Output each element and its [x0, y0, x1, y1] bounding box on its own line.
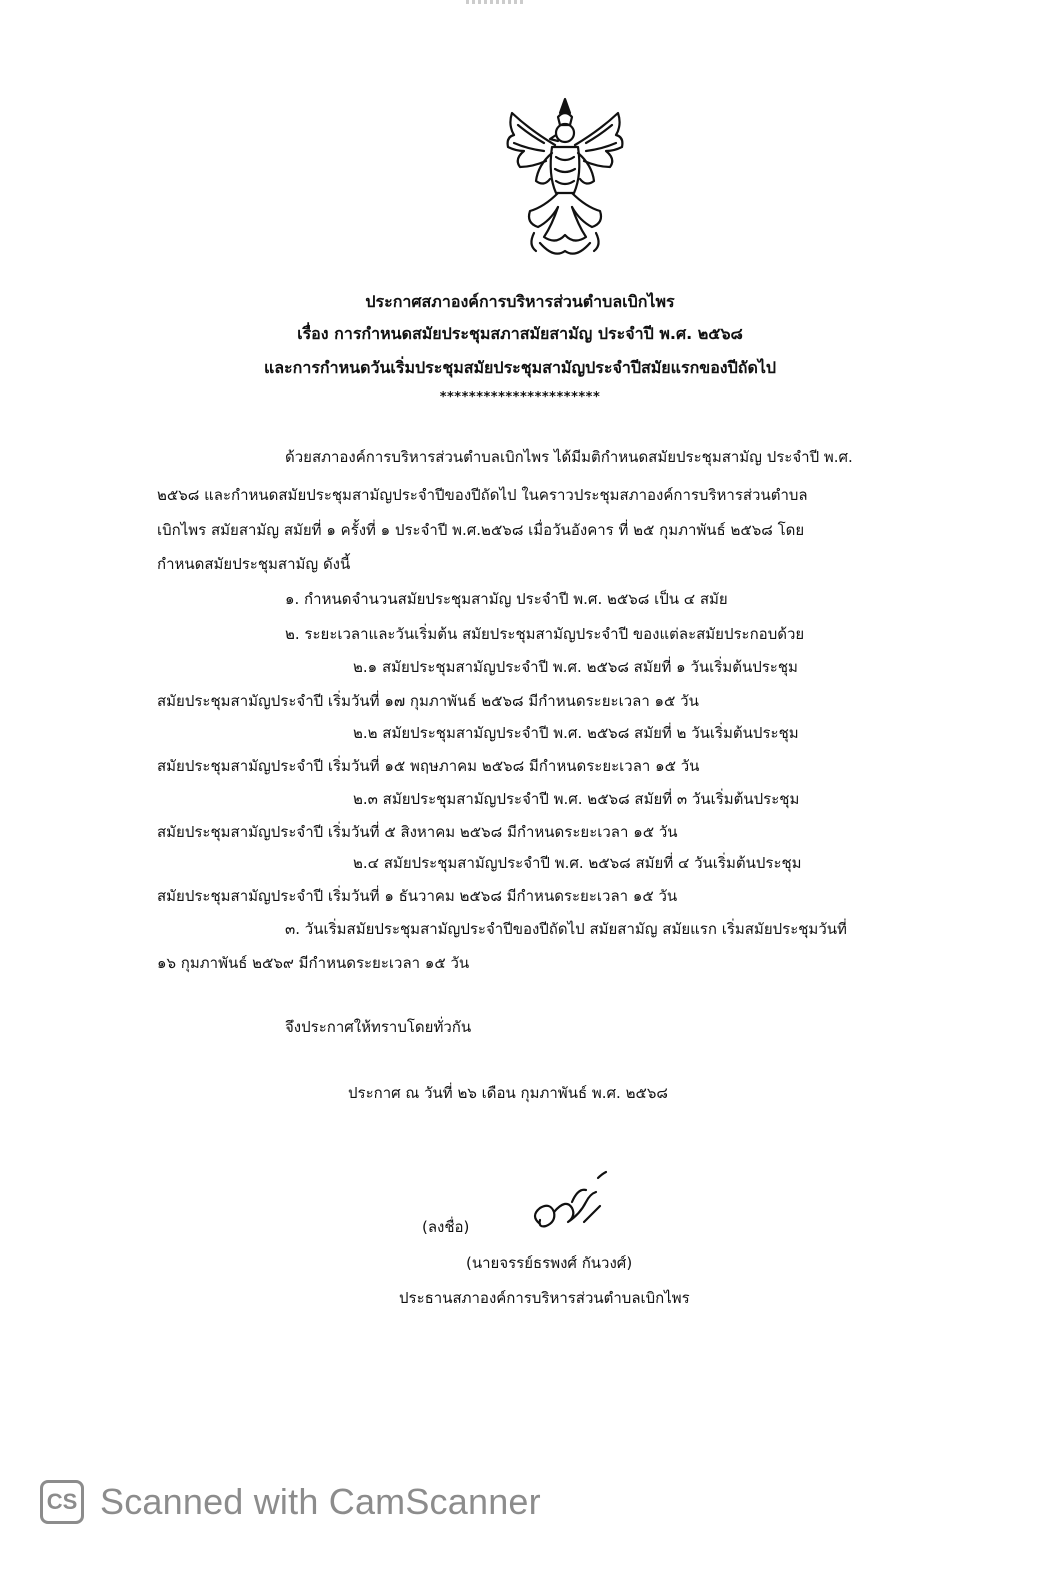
- paragraph-line: ๒๕๖๘ และกำหนดสมัยประชุมสามัญประจำปีของปีถัดไป ในคราวประชุมสภาองค์การบริหารส่วนตำบล: [157, 486, 808, 504]
- paragraph-line: ด้วยสภาองค์การบริหารส่วนตำบลเบิกไพร ได้มีมติกำหนดสมัยประชุมสามัญ ประจำปี พ.ศ.: [285, 448, 853, 466]
- paragraph-line: เบิกไพร สมัยสามัญ สมัยที่ ๑ ครั้งที่ ๑ ประจำปี พ.ศ.๒๕๖๘ เมื่อวันอังคาร ที่ ๒๕ กุมภาพันธ์ ๒๕๖๘ โดย: [157, 521, 805, 539]
- sub-item-2-3-detail: สมัยประชุมสามัญประจำปี เริ่มวันที่ ๕ สิงหาคม ๒๕๖๘ มีกำหนดระยะเวลา ๑๕ วัน: [157, 823, 678, 841]
- signatory-name: (นายจรรย์ธรพงศ์ กันวงศ์): [466, 1254, 633, 1272]
- list-item-2: ๒. ระยะเวลาและวันเริ่มต้น สมัยประชุมสามัญประจำปี ของแต่ละสมัยประกอบด้วย: [285, 625, 805, 643]
- sub-item-2-3: ๒.๓ สมัยประชุมสามัญประจำปี พ.ศ. ๒๕๖๘ สมัยที่ ๓ วันเริ่มต้นประชุม: [353, 790, 800, 808]
- list-item-1: ๑. กำหนดจำนวนสมัยประชุมสามัญ ประจำปี พ.ศ. ๒๕๖๘ เป็น ๔ สมัย: [285, 590, 728, 608]
- paragraph-line: กำหนดสมัยประชุมสามัญ ดังนี้: [157, 555, 351, 573]
- sub-item-2-2-detail: สมัยประชุมสามัญประจำปี เริ่มวันที่ ๑๕ พฤษภาคม ๒๕๖๘ มีกำหนดระยะเวลา ๑๕ วัน: [157, 757, 700, 775]
- garuda-emblem-icon: [500, 95, 630, 263]
- announcement-subject-continued: และการกำหนดวันเริ่มประชุมสมัยประชุมสามัญประจำปีสมัยแรกของปีถัดไป: [263, 358, 777, 377]
- announcement-subject: เรื่อง การกำหนดสมัยประชุมสภาสมัยสามัญ ประจำปี พ.ศ. ๒๕๖๘: [297, 324, 743, 343]
- separator-stars: **********************: [439, 390, 601, 405]
- camscanner-logo-icon: CS: [40, 1480, 84, 1524]
- list-item-3: ๓. วันเริ่มสมัยประชุมสามัญประจำปีของปีถัดไป สมัยสามัญ สมัยแรก เริ่มสมัยประชุมวันที่: [285, 920, 847, 938]
- sub-item-2-4: ๒.๔ สมัยประชุมสามัญประจำปี พ.ศ. ๒๕๖๘ สมัยที่ ๔ วันเริ่มต้นประชุม: [353, 854, 802, 872]
- scan-edge-mark: [466, 0, 526, 4]
- watermark-text: Scanned with CamScanner: [100, 1481, 541, 1522]
- list-item-3-detail: ๑๖ กุมภาพันธ์ ๒๕๖๙ มีกำหนดระยะเวลา ๑๕ วัน: [157, 954, 470, 972]
- sub-item-2-4-detail: สมัยประชุมสามัญประจำปี เริ่มวันที่ ๑ ธันวาคม ๒๕๖๘ มีกำหนดระยะเวลา ๑๕ วัน: [157, 887, 678, 905]
- announcement-date: ประกาศ ณ วันที่ ๒๖ เดือน กุมภาพันธ์ พ.ศ. ๒๕๖๘: [348, 1084, 668, 1102]
- signature-label: (ลงชื่อ): [422, 1218, 470, 1236]
- sub-item-2-2: ๒.๒ สมัยประชุมสามัญประจำปี พ.ศ. ๒๕๖๘ สมัยที่ ๒ วันเริ่มต้นประชุม: [353, 724, 799, 742]
- announcement-title: ประกาศสภาองค์การบริหารส่วนตำบลเบิกไพร: [365, 292, 675, 311]
- sub-item-2-1: ๒.๑ สมัยประชุมสามัญประจำปี พ.ศ. ๒๕๖๘ สมัยที่ ๑ วันเริ่มต้นประชุม: [353, 658, 798, 676]
- signatory-title: ประธานสภาองค์การบริหารส่วนตำบลเบิกไพร: [399, 1289, 690, 1307]
- handwritten-signature: [526, 1162, 616, 1237]
- closing-statement: จึงประกาศให้ทราบโดยทั่วกัน: [285, 1018, 472, 1036]
- sub-item-2-1-detail: สมัยประชุมสามัญประจำปี เริ่มวันที่ ๑๗ กุมภาพันธ์ ๒๕๖๘ มีกำหนดระยะเวลา ๑๕ วัน: [157, 692, 699, 710]
- camscanner-watermark: [40, 1480, 541, 1524]
